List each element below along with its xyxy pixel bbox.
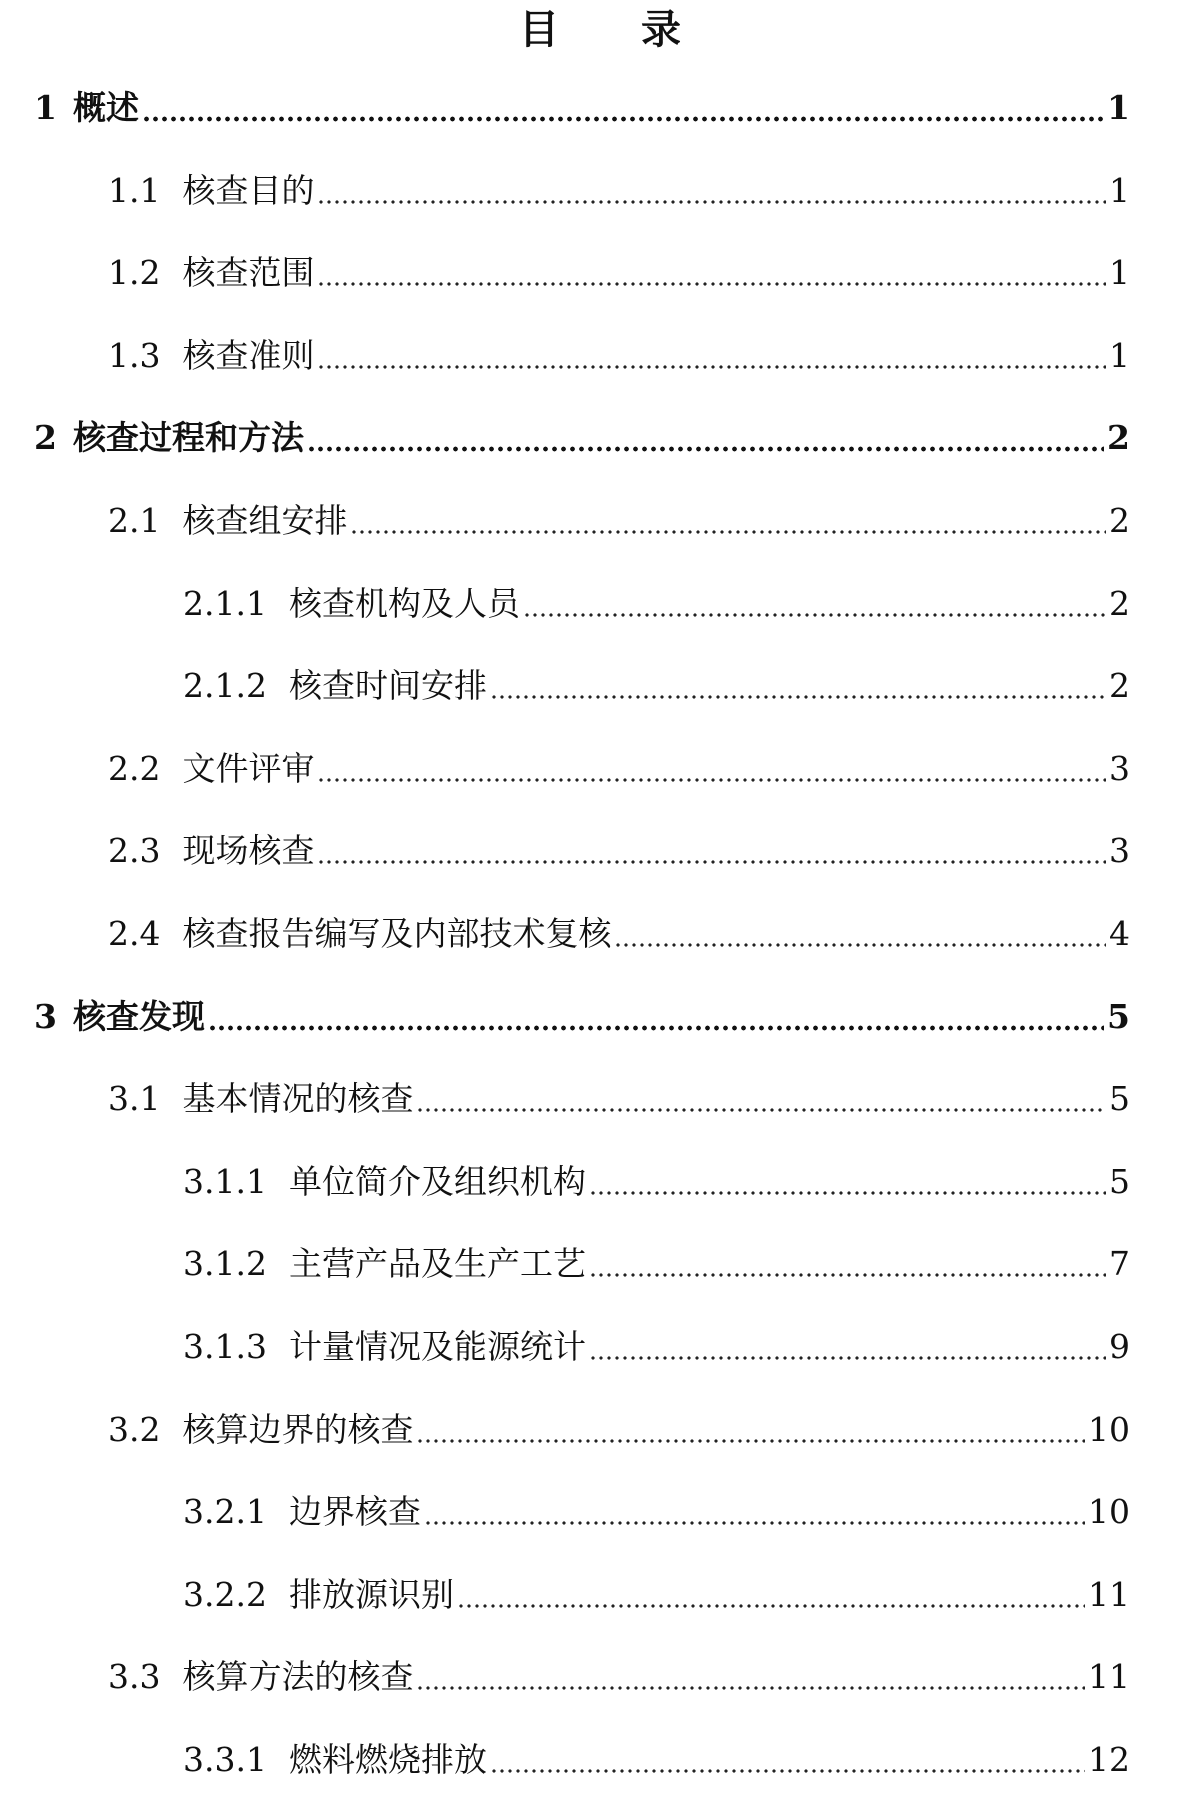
toc-entry-title: 核算方法的核查 <box>182 1657 414 1697</box>
toc-entry-title: 现场核查 <box>182 831 315 871</box>
page-title: 目 录 <box>519 6 715 53</box>
toc-entry-number: 3.1 <box>108 1079 161 1119</box>
toc-dot-leader <box>416 1107 1106 1113</box>
toc-dot-leader <box>317 777 1106 783</box>
toc-dot-leader <box>523 612 1106 618</box>
toc-entry-page-number: 11 <box>1088 1657 1130 1697</box>
toc-entry-number: 2.1.2 <box>183 666 267 706</box>
toc-entry[interactable] <box>183 1567 1130 1623</box>
toc-entry-page-number: 2 <box>1109 501 1130 540</box>
toc-entry[interactable] <box>183 1236 1130 1292</box>
toc-dot-leader <box>317 364 1106 370</box>
toc-entry-title: 核查组安排 <box>182 501 348 540</box>
toc-entry-title: 核查目的 <box>182 170 315 210</box>
toc-entry[interactable] <box>108 1402 1130 1458</box>
toc-entry-title: 核查准则 <box>182 335 315 375</box>
toc-dot-leader <box>142 116 1104 122</box>
toc-entry-number: 3.2.2 <box>183 1574 267 1614</box>
toc-entry-title: 燃料燃烧排放 <box>288 1740 487 1779</box>
toc-entry-page-number: 1 <box>1109 170 1130 210</box>
toc-entry[interactable] <box>108 328 1130 384</box>
toc-entry-page-number: 3 <box>1109 831 1130 871</box>
toc-entry-number: 3.1.3 <box>183 1327 267 1366</box>
toc-entry-title: 核算边界的核查 <box>182 1409 414 1449</box>
toc-entry-number: 2.3 <box>108 831 161 871</box>
toc-dot-leader <box>490 694 1106 700</box>
toc-entry-page-number: 1 <box>1109 335 1130 375</box>
toc-entry-title: 核查报告编写及内部技术复核 <box>182 914 612 953</box>
toc-dot-leader <box>490 1768 1085 1774</box>
toc-dot-leader <box>317 281 1106 287</box>
toc-dot-leader <box>416 1685 1085 1691</box>
toc-dot-leader <box>589 1272 1106 1278</box>
toc-entry[interactable] <box>108 906 1130 962</box>
toc-entry-title: 核查机构及人员 <box>288 583 520 623</box>
toc-entry-number: 2 <box>34 418 57 458</box>
toc-entry[interactable] <box>108 1649 1130 1705</box>
toc-entry[interactable] <box>183 658 1130 714</box>
toc-entry-number: 2.1 <box>108 501 161 540</box>
toc-entry-page-number: 4 <box>1109 914 1130 953</box>
toc-entry-number: 1.1 <box>108 170 161 210</box>
toc-entry-page-number: 5 <box>1109 1161 1130 1201</box>
toc-entry-page-number: 5 <box>1109 1079 1130 1119</box>
toc-entry-title: 核查时间安排 <box>288 666 487 706</box>
toc-entry-page-number: 11 <box>1088 1574 1130 1614</box>
toc-entry-title: 核查过程和方法 <box>72 418 304 458</box>
toc-entry-title: 核查范围 <box>182 253 315 293</box>
toc-entry-number: 2.2 <box>108 748 161 788</box>
toc-entry-page-number: 1 <box>1107 88 1130 127</box>
toc-entry[interactable] <box>34 80 1130 136</box>
toc-entry[interactable] <box>183 1484 1130 1540</box>
toc-dot-leader <box>350 529 1106 535</box>
toc-entry[interactable] <box>108 1071 1130 1127</box>
toc-entry[interactable] <box>183 1732 1130 1788</box>
toc-entry-number: 3.2 <box>108 1409 161 1449</box>
toc-dot-leader <box>208 1025 1104 1031</box>
toc-entry-number: 3.3.1 <box>183 1740 267 1779</box>
toc-dot-leader <box>589 1355 1106 1361</box>
toc-entry-title: 文件评审 <box>182 748 315 788</box>
toc-entry-page-number: 12 <box>1088 1740 1130 1779</box>
toc-entry-page-number: 9 <box>1109 1327 1130 1366</box>
toc-entry-title: 概述 <box>72 88 139 127</box>
toc-dot-leader <box>424 1520 1085 1526</box>
toc-dot-leader <box>317 199 1106 205</box>
toc-dot-leader <box>614 942 1106 948</box>
toc-entry-number: 3.2.1 <box>183 1492 267 1532</box>
toc-dot-leader <box>589 1190 1106 1196</box>
toc-entry[interactable] <box>34 989 1130 1045</box>
toc-entry-number: 3.3 <box>108 1657 161 1697</box>
toc-entry-number: 2.1.1 <box>183 583 267 623</box>
toc-entry-title: 边界核查 <box>288 1492 421 1532</box>
toc-entry-title: 计量情况及能源统计 <box>288 1327 586 1366</box>
toc-entry-title: 主营产品及生产工艺 <box>288 1244 586 1284</box>
toc-entry-number: 1.2 <box>108 253 161 293</box>
toc-entry[interactable] <box>108 823 1130 879</box>
toc-entry-page-number: 5 <box>1107 996 1130 1036</box>
toc-dot-leader <box>307 446 1104 452</box>
toc-entry-title: 核查发现 <box>72 996 205 1036</box>
toc-entry[interactable] <box>108 163 1130 219</box>
toc-entry-title: 单位简介及组织机构 <box>288 1161 586 1201</box>
toc-entry-number: 3.1.2 <box>183 1244 267 1284</box>
toc-entry-page-number: 1 <box>1109 253 1130 293</box>
toc-entry[interactable] <box>34 410 1130 466</box>
toc-entry-title: 排放源识别 <box>288 1574 454 1614</box>
toc-entry-number: 2.4 <box>108 914 161 953</box>
toc-entry-page-number: 3 <box>1109 748 1130 788</box>
toc-entry[interactable] <box>183 576 1130 632</box>
toc-entry[interactable] <box>108 245 1130 301</box>
toc-dot-leader <box>416 1438 1085 1444</box>
toc-entry[interactable] <box>183 1154 1130 1210</box>
toc-dot-leader <box>457 1603 1085 1609</box>
toc-entry-page-number: 2 <box>1107 418 1130 458</box>
toc-entry-page-number: 2 <box>1109 583 1130 623</box>
toc-entry[interactable] <box>108 741 1130 797</box>
toc-entry-number: 1.3 <box>108 335 161 375</box>
toc-entry[interactable] <box>183 1319 1130 1375</box>
toc-entry[interactable] <box>108 493 1130 549</box>
toc-entry-title: 基本情况的核查 <box>182 1079 414 1119</box>
toc-entry-number: 3 <box>34 996 57 1036</box>
toc-dot-leader <box>317 859 1106 865</box>
toc-entry-page-number: 2 <box>1109 666 1130 706</box>
toc-entry-page-number: 7 <box>1109 1244 1130 1284</box>
toc-entry-page-number: 10 <box>1088 1409 1130 1449</box>
toc-entry-number: 1 <box>34 88 57 127</box>
toc-entry-number: 3.1.1 <box>183 1161 267 1201</box>
toc-entry-page-number: 10 <box>1088 1492 1130 1532</box>
